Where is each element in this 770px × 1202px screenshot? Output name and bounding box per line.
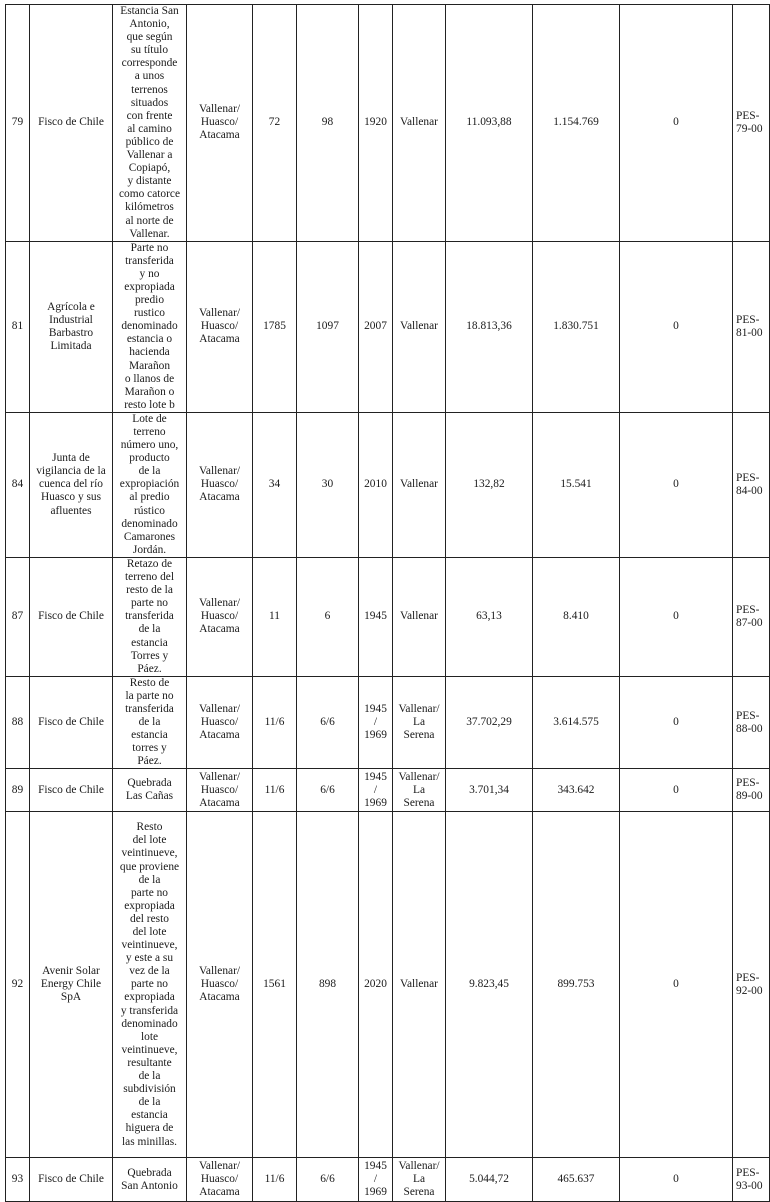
- zero-value-cell: 0: [620, 812, 733, 1158]
- code-cell: PES- 84-00: [733, 412, 770, 557]
- table-row: [6, 812, 770, 1158]
- zero-value-cell: 0: [620, 557, 733, 676]
- owner-cell: Agrícola e Industrial Barbastro Limitada: [30, 241, 113, 412]
- table-row: [6, 412, 770, 557]
- owner-cell: Fisco de Chile: [30, 676, 113, 769]
- row-number-cell: 89: [6, 769, 30, 812]
- number-cell: 6/6: [297, 1158, 359, 1202]
- area-cell: 37.702,29: [446, 676, 533, 769]
- row-number-cell: 92: [6, 812, 30, 1158]
- row-number-cell: 81: [6, 241, 30, 412]
- registry-cell: Vallenar/ La Serena: [393, 1158, 446, 1202]
- area-cell: 5.044,72: [446, 1158, 533, 1202]
- number-cell: 1097: [297, 241, 359, 412]
- table-row: [6, 1158, 770, 1202]
- registry-cell: Vallenar: [393, 412, 446, 557]
- description-cell: Quebrada Las Cañas: [113, 769, 187, 812]
- code-cell: PES- 81-00: [733, 241, 770, 412]
- registry-cell: Vallenar/ La Serena: [393, 769, 446, 812]
- fojas-cell: 1561: [253, 812, 297, 1158]
- value-cell: 15.541: [533, 412, 620, 557]
- table-row: [6, 241, 770, 412]
- year-cell: 2007: [359, 241, 393, 412]
- row-number-cell: 93: [6, 1158, 30, 1202]
- number-cell: 30: [297, 412, 359, 557]
- number-cell: 898: [297, 812, 359, 1158]
- area-cell: 63,13: [446, 557, 533, 676]
- code-cell: PES- 93-00: [733, 1158, 770, 1202]
- commune-cell: Vallenar/ Huasco/ Atacama: [187, 812, 253, 1158]
- description-cell: Estancia San Antonio, que según su título corresponde a unos terrenos situados con frente al camino público de Vallenar a Copiapó, y distante como catorce kilómetros al norte de Vallenar.: [113, 5, 187, 242]
- zero-value-cell: 0: [620, 412, 733, 557]
- area-cell: 11.093,88: [446, 5, 533, 242]
- zero-value-cell: 0: [620, 241, 733, 412]
- commune-cell: Vallenar/ Huasco/ Atacama: [187, 241, 253, 412]
- year-cell: 2010: [359, 412, 393, 557]
- value-cell: 343.642: [533, 769, 620, 812]
- table-row: [6, 676, 770, 769]
- zero-value-cell: 0: [620, 769, 733, 812]
- row-number-cell: 79: [6, 5, 30, 242]
- commune-cell: Vallenar/ Huasco/ Atacama: [187, 769, 253, 812]
- year-cell: 1945 / 1969: [359, 676, 393, 769]
- commune-cell: Vallenar/ Huasco/ Atacama: [187, 412, 253, 557]
- value-cell: 8.410: [533, 557, 620, 676]
- number-cell: 98: [297, 5, 359, 242]
- row-number-cell: 88: [6, 676, 30, 769]
- zero-value-cell: 0: [620, 1158, 733, 1202]
- fojas-cell: 34: [253, 412, 297, 557]
- number-cell: 6: [297, 557, 359, 676]
- property-table: [5, 4, 770, 1202]
- number-cell: 6/6: [297, 769, 359, 812]
- year-cell: 2020: [359, 812, 393, 1158]
- description-cell: Parte no transferida y no expropiada predio rustico denominado estancia o hacienda Marañon o llanos de Marañon o resto lote b: [113, 241, 187, 412]
- fojas-cell: 1785: [253, 241, 297, 412]
- code-cell: PES- 92-00: [733, 812, 770, 1158]
- value-cell: 465.637: [533, 1158, 620, 1202]
- year-cell: 1945: [359, 557, 393, 676]
- year-cell: 1945 / 1969: [359, 769, 393, 812]
- fojas-cell: 11/6: [253, 676, 297, 769]
- commune-cell: Vallenar/ Huasco/ Atacama: [187, 557, 253, 676]
- area-cell: 9.823,45: [446, 812, 533, 1158]
- code-cell: PES- 88-00: [733, 676, 770, 769]
- value-cell: 899.753: [533, 812, 620, 1158]
- value-cell: 1.154.769: [533, 5, 620, 242]
- fojas-cell: 72: [253, 5, 297, 242]
- owner-cell: Fisco de Chile: [30, 5, 113, 242]
- area-cell: 3.701,34: [446, 769, 533, 812]
- table-row: [6, 769, 770, 812]
- description-cell: Retazo de terreno del resto de la parte no transferida de la estancia Torres y Páez.: [113, 557, 187, 676]
- description-cell: Resto del lote veintinueve, que proviene de la parte no expropiada del resto del lote veintinueve, y este a su vez de la parte no expropiada y transferida denominado lote veintinueve, resultante de la subdivisión de la estancia higuera de las minillas.: [113, 812, 187, 1158]
- value-cell: 3.614.575: [533, 676, 620, 769]
- area-cell: 132,82: [446, 412, 533, 557]
- description-cell: Quebrada San Antonio: [113, 1158, 187, 1202]
- property-table-page: [5, 4, 763, 1202]
- area-cell: 18.813,36: [446, 241, 533, 412]
- owner-cell: Fisco de Chile: [30, 1158, 113, 1202]
- description-cell: Resto de la parte no transferida de la estancia torres y Páez.: [113, 676, 187, 769]
- zero-value-cell: 0: [620, 676, 733, 769]
- description-cell: Lote de terreno número uno, producto de la expropiación al predio rústico denominado Camarones Jordán.: [113, 412, 187, 557]
- fojas-cell: 11/6: [253, 769, 297, 812]
- table-body: [6, 5, 770, 1202]
- zero-value-cell: 0: [620, 5, 733, 242]
- table-row: [6, 5, 770, 242]
- registry-cell: Vallenar: [393, 812, 446, 1158]
- owner-cell: Fisco de Chile: [30, 769, 113, 812]
- table-row: [6, 557, 770, 676]
- fojas-cell: 11: [253, 557, 297, 676]
- commune-cell: Vallenar/ Huasco/ Atacama: [187, 5, 253, 242]
- code-cell: PES- 87-00: [733, 557, 770, 676]
- commune-cell: Vallenar/ Huasco/ Atacama: [187, 1158, 253, 1202]
- owner-cell: Avenir Solar Energy Chile SpA: [30, 812, 113, 1158]
- year-cell: 1920: [359, 5, 393, 242]
- code-cell: PES- 79-00: [733, 5, 770, 242]
- commune-cell: Vallenar/ Huasco/ Atacama: [187, 676, 253, 769]
- row-number-cell: 87: [6, 557, 30, 676]
- row-number-cell: 84: [6, 412, 30, 557]
- owner-cell: Junta de vigilancia de la cuenca del río Huasco y sus afluentes: [30, 412, 113, 557]
- value-cell: 1.830.751: [533, 241, 620, 412]
- owner-cell: Fisco de Chile: [30, 557, 113, 676]
- fojas-cell: 11/6: [253, 1158, 297, 1202]
- year-cell: 1945 / 1969: [359, 1158, 393, 1202]
- registry-cell: Vallenar/ La Serena: [393, 676, 446, 769]
- registry-cell: Vallenar: [393, 557, 446, 676]
- registry-cell: Vallenar: [393, 241, 446, 412]
- code-cell: PES- 89-00: [733, 769, 770, 812]
- registry-cell: Vallenar: [393, 5, 446, 242]
- number-cell: 6/6: [297, 676, 359, 769]
